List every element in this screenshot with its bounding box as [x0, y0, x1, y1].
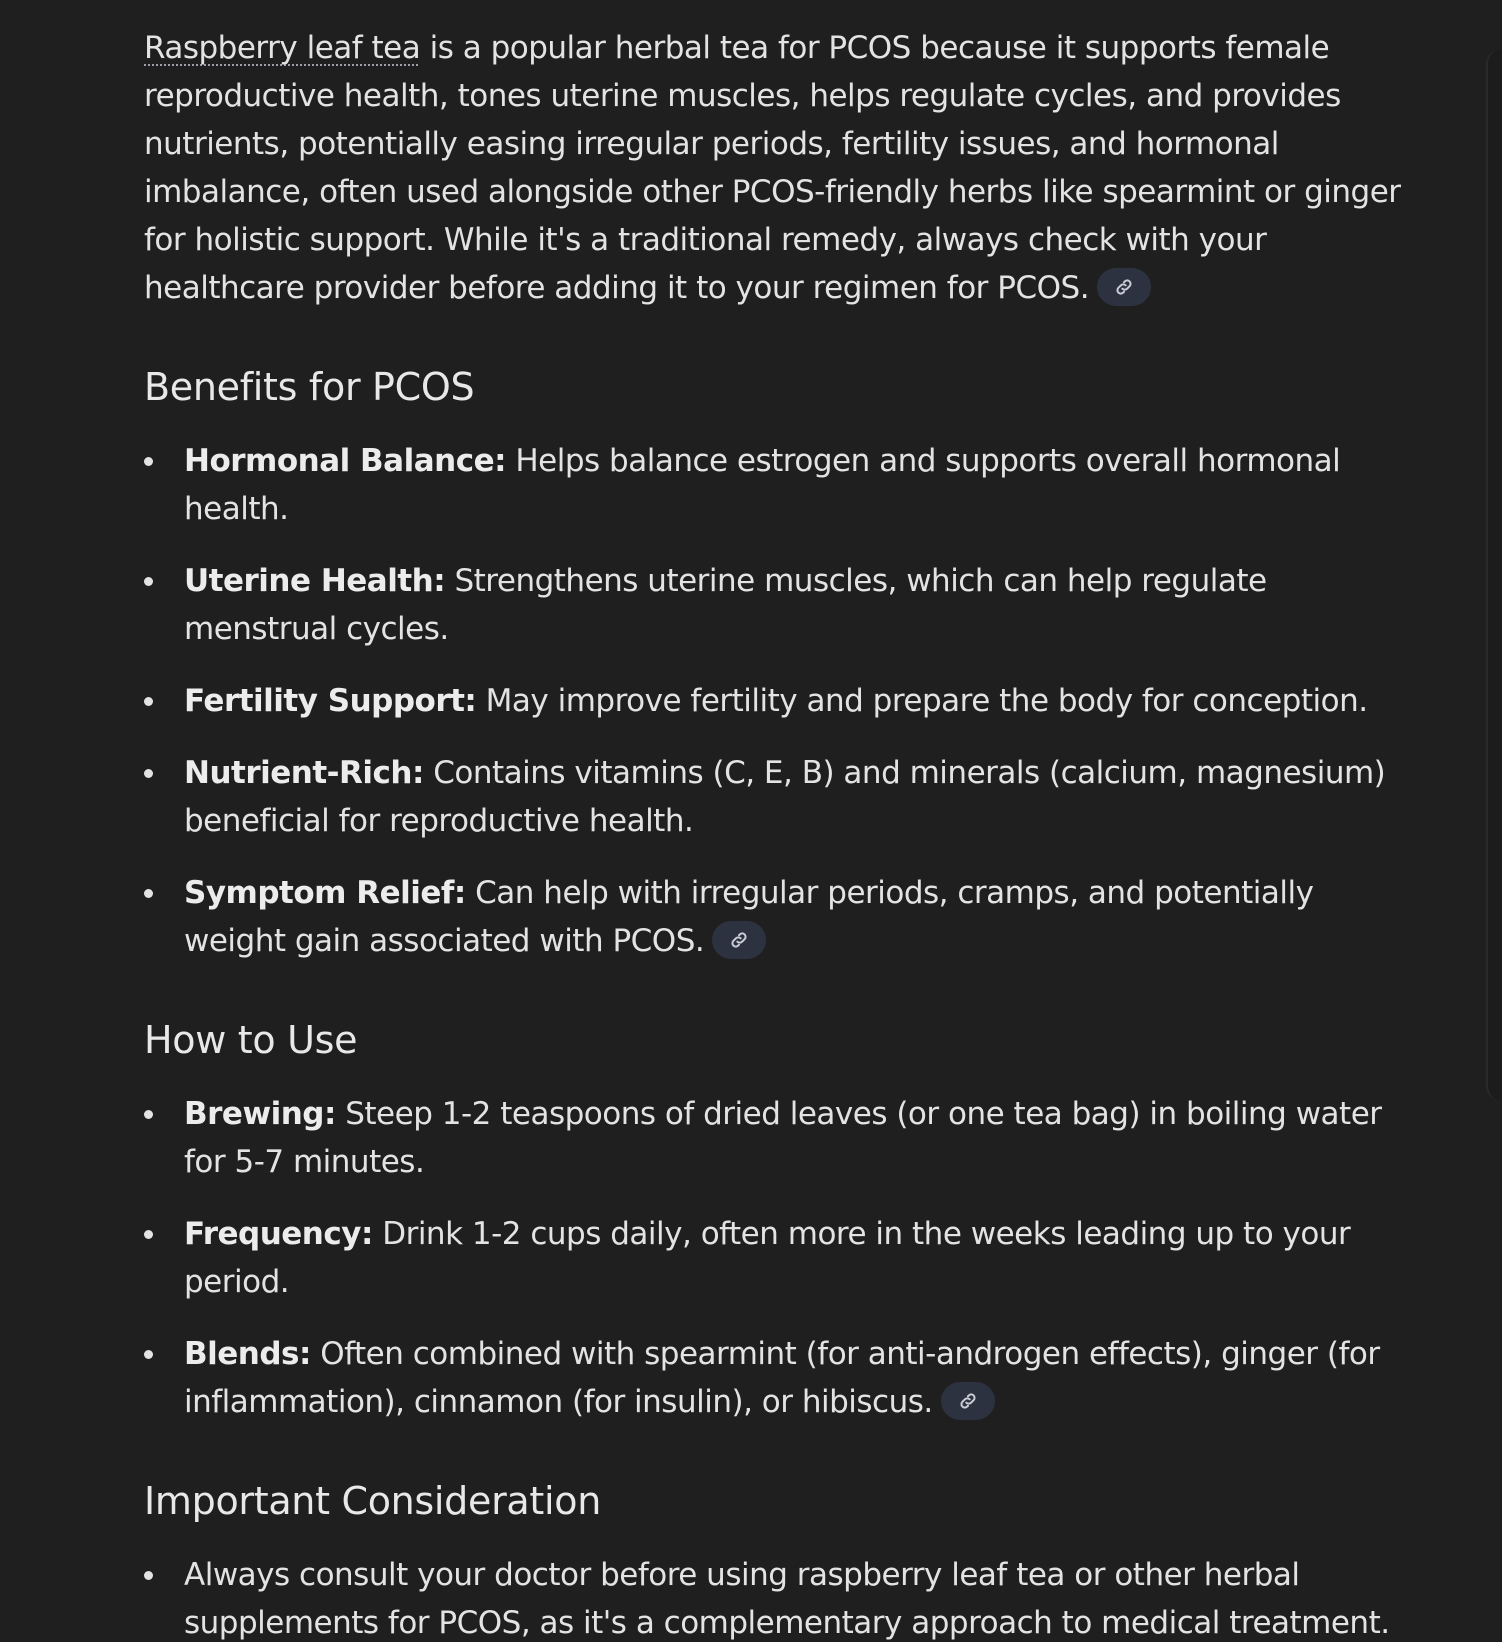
link-icon: [729, 930, 749, 950]
item-label: Nutrient-Rich:: [184, 755, 424, 791]
response-content: [144, 24, 1404, 1642]
side-panel-edge: [1486, 50, 1502, 1100]
intro-paragraph: [144, 24, 1404, 312]
item-label: Brewing:: [184, 1096, 336, 1132]
source-link-chip-benefits[interactable]: [712, 921, 766, 959]
how-to-use-heading: How to Use: [144, 1018, 358, 1062]
source-link-chip-how-to-use[interactable]: [941, 1382, 995, 1420]
how-to-use-list: [144, 1090, 1404, 1426]
bullet: [144, 697, 153, 706]
bullet: [144, 457, 153, 466]
link-icon: [1114, 277, 1134, 297]
item-text: Contains vitamins (C, E, B) and minerals (calcium, magnesium) beneficial for reproductive health.: [184, 755, 1386, 839]
bullet: [144, 1350, 153, 1359]
bullet: [144, 889, 153, 898]
item-label: Blends:: [184, 1336, 311, 1372]
list-item: [144, 1551, 1404, 1642]
list-item: [144, 1210, 1404, 1306]
important-consideration-list: [144, 1551, 1404, 1642]
item-text: Strengthens uterine muscles, which can help regulate menstrual cycles.: [184, 563, 1267, 647]
benefits-heading: Benefits for PCOS: [144, 365, 475, 409]
item-text: Helps balance estrogen and supports overall hormonal health.: [184, 443, 1341, 527]
list-item: [144, 557, 1404, 653]
bullet: [144, 577, 153, 586]
raspberry-leaf-tea-link[interactable]: Raspberry leaf tea: [144, 30, 421, 66]
bullet: [144, 1110, 153, 1119]
list-item: [144, 869, 1404, 965]
item-text: Always consult your doctor before using raspberry leaf tea or other herbal supplements for PCOS, as it's a complementary approach to medical treatment.: [184, 1557, 1390, 1641]
list-item: [144, 1330, 1404, 1426]
bullet: [144, 1230, 153, 1239]
item-label: Fertility Support:: [184, 683, 477, 719]
list-item: [144, 677, 1404, 725]
item-label: Uterine Health:: [184, 563, 446, 599]
bullet: [144, 769, 153, 778]
item-text: Often combined with spearmint (for anti-androgen effects), ginger (for inflammation), cinnamon (for insulin), or hibiscus.: [184, 1336, 1380, 1420]
item-text: Drink 1-2 cups daily, often more in the weeks leading up to your period.: [184, 1216, 1351, 1300]
item-label: Hormonal Balance:: [184, 443, 506, 479]
item-text: Can help with irregular periods, cramps, and potentially weight gain associated with PCOS.: [184, 875, 1314, 959]
item-text: Steep 1-2 teaspoons of dried leaves (or one tea bag) in boiling water for 5-7 minutes.: [184, 1096, 1382, 1180]
list-item: [144, 749, 1404, 845]
intro-text: is a popular herbal tea for PCOS because it supports female reproductive health, tones uterine muscles, helps regulate cycles, and provides nutrients, potentially easing irregular periods, fertility issues, and hormonal imbalance, often used alongside other PCOS-friendly herbs like spearmint or ginger for holistic support. While it's a traditional remedy, always check with your healthcare provider before adding it to your regimen for PCOS.: [144, 30, 1401, 306]
item-label: Frequency:: [184, 1216, 373, 1252]
bullet: [144, 1571, 153, 1580]
important-consideration-heading: Important Consideration: [144, 1479, 601, 1523]
list-item: [144, 437, 1404, 533]
item-label: Symptom Relief:: [184, 875, 466, 911]
item-text: May improve fertility and prepare the body for conception.: [476, 683, 1368, 719]
source-link-chip-intro[interactable]: [1097, 268, 1151, 306]
benefits-list: [144, 437, 1404, 965]
link-icon: [958, 1391, 978, 1411]
list-item: [144, 1090, 1404, 1186]
